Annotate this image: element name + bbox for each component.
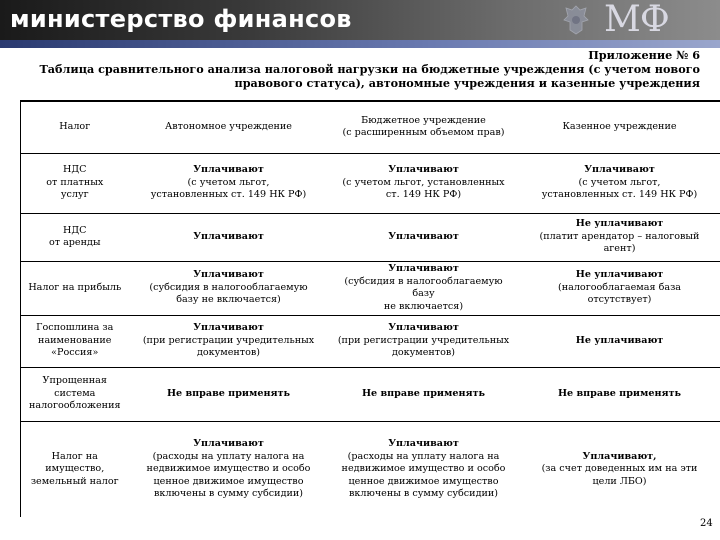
state-cell <box>519 367 720 421</box>
status-label: Уплачивают <box>388 164 459 176</box>
tax-cell <box>21 315 129 367</box>
autonomous-cell <box>129 261 329 315</box>
tax-line: система <box>54 387 96 399</box>
note-line: агент) <box>603 243 636 255</box>
status-label: Не вправе применять <box>166 387 291 399</box>
coat-of-arms-icon <box>562 4 590 36</box>
status-label: Уплачивают <box>388 322 459 334</box>
status-label: Уплачивают <box>193 322 264 334</box>
note-line: документов) <box>196 347 261 359</box>
note-line: не включается) <box>383 300 464 312</box>
header-tax: Налог <box>21 101 129 153</box>
ministry-logo: МФ <box>604 0 669 40</box>
autonomous-cell <box>129 421 329 517</box>
status-label: Не уплачивают <box>575 218 664 230</box>
note-line: (платит арендатор – налоговый <box>539 230 700 242</box>
note-line: (с учетом льгот, <box>187 176 270 188</box>
tax-line: НДС <box>62 224 87 236</box>
document-title-line-1: Таблица сравнительного анализа налоговой нагрузки на бюджетные учреждения (с учетом нового <box>39 62 700 76</box>
tax-line: Налог на <box>51 450 98 462</box>
budget-cell <box>329 261 519 315</box>
autonomous-cell <box>129 367 329 421</box>
note-line: (субсидия в налогооблагаемую <box>149 281 308 293</box>
status-label: Уплачивают <box>193 164 264 176</box>
state-cell <box>519 421 720 517</box>
note-line: (при регистрации учредительных <box>337 334 510 346</box>
budget-cell <box>329 421 519 517</box>
note-line: (с учетом льгот, <box>578 176 661 188</box>
status-label: Не уплачивают <box>575 334 664 346</box>
header-bar <box>0 0 720 40</box>
header-budget <box>329 101 519 153</box>
status-label: Не уплачивают <box>575 269 664 281</box>
tax-cell <box>21 153 129 213</box>
note-line: (налогооблагаемая база <box>557 281 682 293</box>
tax-line: наименование <box>38 334 112 346</box>
note-line: ценное движимое имущество <box>348 475 499 487</box>
note-line: (с учетом льгот, установленных <box>342 176 505 188</box>
table-row <box>21 213 720 261</box>
note-line: установленных ст. 149 НК РФ) <box>541 189 698 201</box>
autonomous-cell <box>129 315 329 367</box>
tax-line: от платных <box>46 176 104 188</box>
tax-line: «Россия» <box>51 347 99 359</box>
tax-cell <box>21 421 129 517</box>
header-budget-line-2: (с расширенным объемом прав) <box>342 127 505 139</box>
note-line: базу не включается) <box>176 294 281 306</box>
header-budget-line-1: Бюджетное учреждение <box>361 114 486 126</box>
note-line: включены в сумму субсидии) <box>348 488 499 499</box>
comparison-table <box>20 100 720 517</box>
note-line: отсутствует) <box>587 294 652 306</box>
tax-cell <box>21 367 129 421</box>
status-label: Уплачивают <box>584 164 655 176</box>
tax-line: земельный налог <box>30 475 119 487</box>
state-cell <box>519 153 720 213</box>
status-label: Уплачивают <box>388 438 459 449</box>
note-line: недвижимое имущество и особо <box>146 463 311 474</box>
budget-cell <box>329 153 519 213</box>
tax-line: от аренды <box>48 237 101 248</box>
autonomous-cell <box>129 153 329 213</box>
tax-line: Госпошлина за <box>36 322 114 334</box>
autonomous-cell <box>129 213 329 261</box>
note-line: ценное движимое имущество <box>153 475 304 487</box>
header-state: Казенное учреждение <box>519 101 720 153</box>
state-cell <box>519 261 720 315</box>
state-cell <box>519 315 720 367</box>
page-number: 24 <box>700 518 713 529</box>
table-row <box>21 153 720 213</box>
document-title-line-2: правового статуса), автономные учреждения и казенные учреждения <box>234 76 700 90</box>
tax-line: Упрощенная <box>42 375 107 387</box>
tax-cell <box>21 213 129 261</box>
status-label: Уплачивают <box>388 230 459 242</box>
tax-line: имущество, <box>45 463 105 474</box>
note-line: документов) <box>391 347 456 359</box>
document-title-block <box>20 48 700 90</box>
table-row <box>21 421 720 517</box>
note-line: (за счет доведенных им на эти <box>541 463 698 474</box>
table-row <box>21 367 720 421</box>
budget-cell <box>329 315 519 367</box>
budget-cell <box>329 367 519 421</box>
status-label: Уплачивают, <box>582 450 657 462</box>
tax-line: налогообложения <box>28 400 121 412</box>
note-line: ст. 149 НК РФ) <box>385 189 462 201</box>
note-line: включены в сумму субсидии) <box>153 488 304 499</box>
table-row <box>21 261 720 315</box>
budget-cell <box>329 213 519 261</box>
state-cell <box>519 213 720 261</box>
note-line: недвижимое имущество и особо <box>341 463 506 474</box>
note-line: установленных ст. 149 НК РФ) <box>150 189 307 201</box>
tax-line: Налог на прибыль <box>28 281 122 293</box>
header-band <box>0 40 720 48</box>
table-header-row <box>21 101 720 153</box>
table-row <box>21 315 720 367</box>
status-label: Уплачивают <box>193 230 264 242</box>
note-line: (при регистрации учредительных <box>142 334 315 346</box>
tax-line: НДС <box>62 164 87 176</box>
status-label: Уплачивают <box>388 263 459 274</box>
appendix-label: Приложение № 6 <box>588 48 700 62</box>
tax-line: услуг <box>60 189 89 201</box>
status-label: Не вправе применять <box>361 387 486 399</box>
status-label: Уплачивают <box>193 438 264 449</box>
header-autonomous: Автономное учреждение <box>129 101 329 153</box>
status-label: Уплачивают <box>193 269 264 281</box>
note-line: (расходы на уплату налога на <box>152 450 305 462</box>
status-label: Не вправе применять <box>557 387 682 399</box>
tax-cell <box>21 261 129 315</box>
ministry-title: министерство финансов <box>10 5 352 33</box>
note-line: цели ЛБО) <box>592 475 647 487</box>
note-line: (расходы на уплату налога на <box>347 450 500 462</box>
note-line: (субсидия в налогооблагаемую базу <box>344 275 503 299</box>
